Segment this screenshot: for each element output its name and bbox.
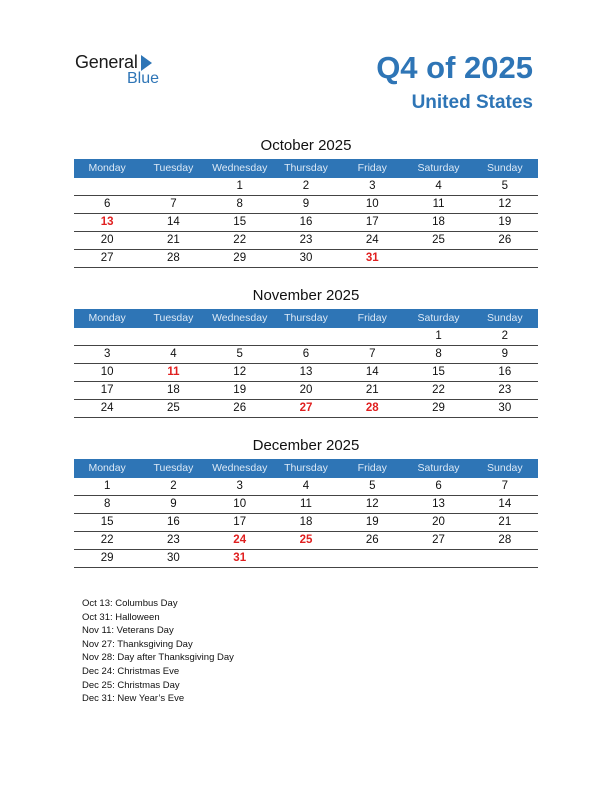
weekday-label: Tuesday [153, 312, 194, 324]
day-cell: 15 [432, 366, 445, 378]
weekday-label: Monday [88, 462, 126, 474]
weekday-label: Thursday [284, 312, 328, 324]
day-cell [339, 328, 405, 345]
holiday-item: Oct 13: Columbus Day [82, 598, 178, 609]
day-cell: 22 [233, 234, 247, 246]
day-cell: 6 [103, 198, 111, 210]
day-cell: 24 [100, 402, 114, 414]
day-cell: 26 [233, 402, 247, 414]
day-cell [74, 328, 140, 345]
holiday-day-cell: 13 [100, 216, 114, 228]
day-cell: 1 [435, 330, 442, 342]
day-cell: 2 [302, 180, 310, 192]
weekday-label: Tuesday [153, 462, 194, 474]
day-cell: 28 [167, 252, 180, 264]
day-cell: 21 [498, 516, 512, 528]
day-cell: 2 [170, 480, 177, 492]
day-cell: 1 [103, 480, 111, 492]
day-cell: 21 [167, 234, 180, 246]
day-cell: 23 [498, 384, 512, 396]
day-cell: 28 [498, 534, 512, 546]
month-calendar [74, 437, 538, 568]
day-cell: 12 [233, 366, 247, 378]
day-cell: 14 [498, 498, 512, 510]
day-cell: 30 [167, 552, 180, 564]
week-row [74, 178, 538, 196]
day-cell: 5 [369, 480, 376, 492]
day-cell: 8 [435, 348, 442, 360]
weekday-label: Friday [357, 312, 387, 324]
day-cell: 9 [302, 198, 310, 210]
day-cell: 25 [432, 234, 445, 246]
day-cell: 9 [501, 348, 509, 360]
generalblue-logo [75, 52, 175, 92]
day-cell: 14 [365, 366, 379, 378]
logo-text-general: General [75, 52, 138, 72]
weekday-label: Monday [88, 162, 126, 174]
weekday-label: Tuesday [153, 162, 194, 174]
day-cell: 2 [501, 330, 509, 342]
day-cell: 7 [501, 480, 509, 492]
day-cell: 6 [435, 480, 442, 492]
day-cell: 20 [100, 234, 114, 246]
day-cell [339, 550, 405, 567]
month-calendar [74, 287, 538, 418]
month-title: December 2025 [252, 437, 360, 454]
holiday-day-cell: 25 [299, 534, 313, 546]
day-cell: 25 [167, 402, 180, 414]
week-row [74, 478, 538, 496]
week-row [74, 232, 538, 250]
weekday-header [74, 159, 538, 178]
weekday-label: Thursday [284, 462, 328, 474]
day-cell: 16 [167, 516, 180, 528]
holiday-day-cell: 31 [233, 552, 247, 564]
weekday-label: Sunday [487, 312, 523, 324]
day-cell: 15 [233, 216, 247, 228]
weekday-label: Sunday [487, 462, 523, 474]
day-cell: 22 [100, 534, 114, 546]
day-cell: 6 [302, 348, 310, 360]
day-cell [405, 250, 471, 267]
weekday-label: Thursday [284, 162, 328, 174]
holiday-item: Oct 31: Halloween [82, 611, 160, 623]
day-cell: 11 [432, 198, 445, 210]
month-title: November 2025 [252, 287, 360, 304]
day-cell: 19 [498, 216, 512, 228]
day-cell: 13 [432, 498, 445, 510]
day-cell: 23 [167, 534, 180, 546]
day-cell: 26 [365, 534, 379, 546]
day-cell: 14 [167, 216, 180, 228]
week-row [74, 196, 538, 214]
week-row [74, 328, 538, 346]
month-title: October 2025 [260, 137, 352, 154]
day-cell: 29 [233, 252, 247, 264]
holiday-item: Dec 25: Christmas Day [82, 679, 180, 691]
day-cell: 10 [233, 498, 247, 510]
country-subtitle: United States [411, 92, 533, 113]
day-cell: 22 [432, 384, 445, 396]
day-cell [74, 178, 140, 195]
day-cell: 7 [170, 198, 177, 210]
week-row [74, 382, 538, 400]
day-cell: 27 [100, 252, 114, 264]
day-cell: 13 [299, 366, 313, 378]
weekday-label: Monday [88, 312, 126, 324]
holiday-list [82, 597, 234, 706]
weekday-label: Sunday [487, 162, 523, 174]
day-cell [140, 178, 206, 195]
day-cell: 12 [365, 498, 379, 510]
day-cell: 1 [236, 180, 243, 192]
day-cell: 30 [498, 402, 512, 414]
page-title: Q4 of 2025 [376, 50, 533, 85]
weekday-label: Wednesday [212, 162, 268, 174]
weekday-label: Wednesday [212, 462, 268, 474]
day-cell [405, 550, 471, 567]
day-cell: 3 [103, 348, 111, 360]
day-cell: 4 [435, 180, 442, 192]
holiday-day-cell: 24 [233, 534, 247, 546]
day-cell: 4 [302, 480, 310, 492]
holiday-item: Nov 11: Veterans Day [82, 625, 174, 637]
day-cell: 16 [498, 366, 512, 378]
day-cell: 21 [365, 384, 379, 396]
holiday-day-cell: 31 [365, 252, 379, 264]
day-cell: 20 [299, 384, 313, 396]
week-row [74, 214, 538, 232]
holiday-item: Nov 28: Day after Thanksgiving Day [82, 652, 234, 664]
day-cell: 17 [100, 384, 114, 396]
day-cell: 8 [103, 498, 111, 510]
logo-text-blue: Blue [127, 70, 160, 87]
day-cell: 17 [365, 216, 379, 228]
day-cell: 19 [233, 384, 247, 396]
day-cell [207, 328, 273, 345]
day-cell: 4 [170, 348, 177, 360]
weekday-header [74, 309, 538, 328]
day-cell: 12 [498, 198, 512, 210]
day-cell: 15 [100, 516, 114, 528]
weekday-label: Friday [357, 462, 387, 474]
logo-triangle-icon [141, 55, 152, 71]
holiday-item: Dec 24: Christmas Eve [82, 665, 180, 677]
weekday-header [74, 459, 538, 478]
holiday-item: Nov 27: Thanksgiving Day [82, 638, 193, 650]
week-row [74, 514, 538, 532]
day-cell: 16 [299, 216, 313, 228]
holiday-day-cell: 27 [299, 402, 313, 414]
week-row [74, 346, 538, 364]
week-row [74, 496, 538, 514]
weekday-label: Saturday [417, 312, 460, 324]
day-cell: 5 [501, 180, 509, 192]
day-cell: 30 [299, 252, 313, 264]
day-cell: 3 [369, 180, 376, 192]
holiday-day-cell: 28 [365, 402, 379, 414]
day-cell [140, 328, 206, 345]
day-cell [273, 550, 339, 567]
month-calendar [74, 137, 538, 268]
day-cell: 20 [432, 516, 445, 528]
day-cell: 10 [100, 366, 114, 378]
day-cell: 27 [432, 534, 445, 546]
week-row [74, 400, 538, 418]
day-cell: 18 [432, 216, 445, 228]
day-cell: 8 [236, 198, 243, 210]
day-cell: 10 [365, 198, 379, 210]
week-row [74, 364, 538, 382]
weekday-label: Saturday [417, 162, 460, 174]
holiday-day-cell: 11 [167, 366, 180, 378]
day-cell [472, 550, 538, 567]
week-row [74, 532, 538, 550]
week-row [74, 550, 538, 568]
day-cell: 29 [100, 552, 114, 564]
week-row [74, 250, 538, 268]
weekday-label: Friday [357, 162, 387, 174]
day-cell: 24 [365, 234, 379, 246]
weekday-label: Saturday [417, 462, 460, 474]
day-cell: 3 [236, 480, 243, 492]
day-cell: 26 [498, 234, 512, 246]
day-cell: 5 [236, 348, 243, 360]
day-cell: 17 [233, 516, 247, 528]
day-cell: 19 [365, 516, 379, 528]
day-cell: 11 [300, 498, 312, 510]
day-cell: 23 [299, 234, 313, 246]
weekday-label: Wednesday [212, 312, 268, 324]
day-cell: 7 [369, 348, 376, 360]
day-cell: 9 [170, 498, 177, 510]
day-cell: 29 [432, 402, 445, 414]
day-cell [273, 328, 339, 345]
day-cell [472, 250, 538, 267]
day-cell: 18 [299, 516, 313, 528]
holiday-item: Dec 31: New Year’s Eve [82, 693, 185, 705]
day-cell: 18 [167, 384, 180, 396]
